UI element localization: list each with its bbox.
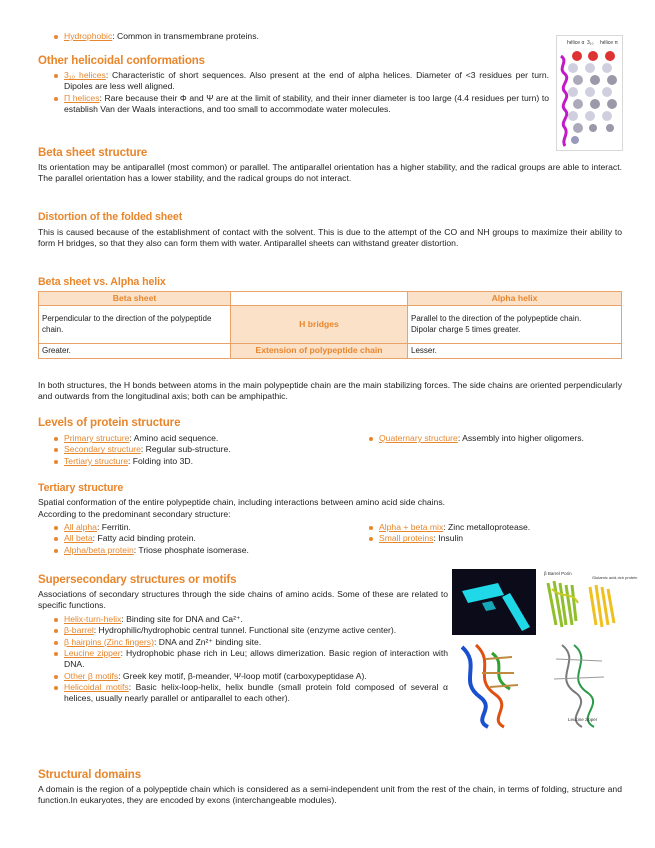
figure-label-310: 3₁₀ [587, 40, 594, 46]
pi-helices-link[interactable]: Π helices [64, 92, 100, 103]
list-item: 3₁₀ helices: Characteristic of short sequences. Also present at the end of alpha helices. Diameter of <3 residues per turn. Dipoles are less well aligned. [52, 70, 549, 93]
comparison-table [38, 291, 622, 359]
levels-list-right [367, 433, 622, 444]
leucine-zipper-panel [452, 635, 622, 729]
list-item: β-barrel: Hydrophilic/hydrophobic central tunnel. Functional site (enzyme active center). [52, 625, 448, 636]
tertiary-list-left [52, 522, 362, 556]
section-heading-domains: Structural domains [38, 769, 141, 781]
section-heading-comparison: Beta sheet vs. Alpha helix [38, 276, 166, 288]
supersecondary-intro: Associations of secondary structures through the side chains of amino acids. Some of these are related to specific functions. [38, 589, 448, 611]
list-item: Hydrophobic: Common in transmembrane proteins. [52, 31, 522, 42]
section-heading-tertiary: Tertiary structure [38, 482, 124, 494]
hydrophobic-link[interactable]: Hydrophobic [64, 31, 113, 41]
helix-turn-helix-link[interactable]: Helix-turn-helix [64, 614, 122, 624]
beta-extension-cell: Greater. [39, 344, 231, 358]
list-item: Alpha + beta mix: Zinc metalloprotease. [367, 522, 622, 533]
list-item: Helicoidal motifs: Basic helix-loop-helix, helix bundle (small protein fold composed of several α helices, usually nearly parallel or antiparallel to each other). [52, 682, 448, 705]
all-beta-link[interactable]: All beta [64, 533, 93, 544]
list-item: Primary structure: Amino acid sequence. [52, 433, 362, 444]
empty-header-cell [231, 292, 408, 306]
helicoidal-list [52, 70, 549, 115]
beta-sheet-text: Its orientation may be antiparallel (most common) or parallel. The antiparallel orientation has a higher stability, and the radical groups are able to interact. The parallel orientation has a lower stability, and the radical groups do not interact. [38, 162, 622, 184]
list-item: β hairpins (Zinc fingers): DNA and Zn²⁺ binding site. [52, 637, 448, 648]
leucine-zipper-link[interactable]: Leucine zipper [64, 648, 121, 659]
other-beta-motifs-link[interactable]: Other β motifs [64, 670, 119, 681]
motifs-image [452, 569, 638, 729]
beta-hairpins-link[interactable]: β hairpins (Zinc fingers) [64, 636, 154, 647]
figure-label-alpha: hélice α [567, 40, 585, 46]
figure-label-pi: hélice π [600, 40, 618, 46]
leucine-zipper-label: Leucine zipper [568, 717, 598, 722]
section-heading-supersecondary: Supersecondary structures or motifs [38, 574, 237, 586]
alpha-beta-protein-link[interactable]: Alpha/beta protein [64, 544, 134, 555]
small-proteins-link[interactable]: Small proteins [379, 533, 434, 544]
section-heading-levels: Levels of protein structure [38, 417, 181, 429]
list-item: Quaternary structure: Assembly into higher oligomers. [367, 433, 622, 444]
tertiary-structure-link[interactable]: Tertiary structure [64, 455, 128, 466]
list-item: Leucine zipper: Hydrophobic phase rich in Leu; allows dimerization. Basic region of interaction with DNA. [52, 648, 448, 671]
list-item: Secondary structure: Regular sub-structure. [52, 444, 362, 455]
quaternary-structure-link[interactable]: Quaternary structure [379, 433, 458, 443]
beta-h-bridges-cell: Perpendicular to the direction of the polypeptide chain. [39, 306, 231, 344]
domains-text: A domain is the region of a polypeptide chain which is considered as a semi-independent unit from the rest of the chain, in terms of folding, structure and function.In eukaryotes, they are encoded by exons (interchangeable modules). [38, 784, 622, 806]
secondary-structure-link[interactable]: Secondary structure [64, 444, 141, 455]
distortion-text: This is caused because of the establishment of contact with the solvent. This is due to the attempt of the CO and NH groups to maximize their ability to form H bridges, so that they also can form them with water. Antiparallel sheets can withstand greater distortion. [38, 227, 622, 249]
helix-column-2 [585, 51, 600, 132]
alpha-beta-mix-link[interactable]: Alpha + beta mix [379, 522, 444, 532]
list-item: All alpha: Ferritin. [52, 522, 362, 533]
helix-column-3 [602, 51, 617, 132]
list-item: All beta: Fatty acid binding protein. [52, 533, 362, 544]
helicoidal-motifs-link[interactable]: Helicoidal motifs [64, 682, 129, 693]
list-item: Alpha/beta protein: Triose phosphate isomerase. [52, 545, 362, 556]
comparison-note: In both structures, the H bonds between atoms in the main polypeptide chain are the main stabilizing forces. The side chains are oriented perpendicularly and outwards from the longitudinal axis; both can be amphipathic. [38, 380, 622, 402]
alpha-extension-cell: Lesser. [408, 344, 622, 358]
primary-structure-link[interactable]: Primary structure [64, 433, 130, 443]
tertiary-line1: Spatial conformation of the entire polypeptide chain, including interactions between amino acid side chains. [38, 497, 446, 507]
motifs-list [52, 614, 448, 705]
section-heading-beta-sheet: Beta sheet structure [38, 147, 148, 159]
helix-ribbon [561, 56, 567, 146]
col-beta-sheet: Beta sheet [39, 292, 231, 306]
glutamic-label: Glutamic acid-rich protein [592, 575, 638, 580]
motifs-figure [452, 569, 638, 729]
alpha-h-bridges-cell: Parallel to the direction of the polypeptide chain. Dipolar charge 5 times greater. [408, 306, 622, 344]
all-alpha-link[interactable]: All alpha [64, 522, 97, 532]
row-label-extension: Extension of polypeptide chain [231, 344, 408, 358]
tertiary-line2: According to the predominant secondary structure: [38, 509, 231, 519]
list-item: Other β motifs: Greek key motif, β-meander, Ψ-loop motif (carboxypeptidase A). [52, 671, 448, 682]
table-row [39, 306, 622, 344]
col-alpha-helix: Alpha helix [408, 292, 622, 306]
table-header-row [39, 292, 622, 306]
top-bullet-list [52, 31, 522, 42]
list-item: Helix-turn-helix: Binding site for DNA and Ca²⁺. [52, 614, 448, 625]
helix-models-image [557, 36, 622, 150]
levels-list-left [52, 433, 362, 467]
helix-column-1 [568, 51, 583, 144]
row-label-h-bridges: H bridges [231, 306, 408, 344]
310-helices-link[interactable]: 3₁₀ helices [64, 70, 106, 80]
tertiary-list-right [367, 522, 622, 545]
list-item: Π helices: Rare because their Φ and Ψ are at the limit of stability, and their inner diameter is too large (4.4 residues per turn) to establish Van der Waals interactions, and too small to accommodate water molecules. [52, 93, 549, 116]
beta-barrel-link[interactable]: β-barrel [64, 625, 94, 636]
helix-types-figure [556, 35, 623, 151]
beta-barrel-label: β Barrel Porin [544, 571, 572, 576]
list-item: Tertiary structure: Folding into 3D. [52, 456, 362, 467]
list-item: Small proteins: Insulin [367, 533, 622, 544]
table-row [39, 344, 622, 358]
section-heading-other-helicoidal: Other helicoidal conformations [38, 55, 205, 67]
section-heading-distortion: Distortion of the folded sheet [38, 211, 183, 223]
